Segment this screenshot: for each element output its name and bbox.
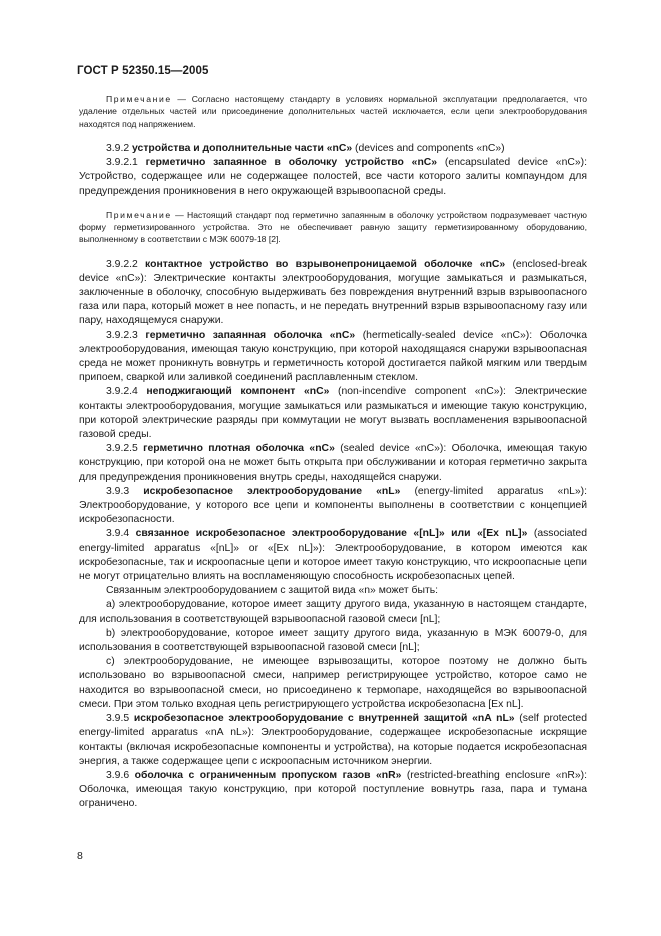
clause-text: (sealed device «nC»): Оболочка, имеющая такую конструкцию, при которой она не может быть открыта при обслуживании и которая герметично закрыта для предупреждения проникновения внутрь среды, находящейся снаружи. [79,443,587,483]
clause-text: (self protected energy-limited apparatus «nA nL»): Электрооборудование, содержащее искробезопасные искрящие контакты (включая искробезопасные компоненты и устройства), на которые подается искробезопасная энергия, а также содержащее цепи с искроопасным источником энергии. [79,713,587,767]
clause-number: 3.9.2 [106,142,130,154]
clause-term: неподжигающий компонент «nC» [146,386,330,398]
clause-term: герметично плотная оболочка «nC» [143,443,335,455]
clause-term: искробезопасное электрооборудование «nL» [143,485,401,497]
clause-3-9-2-4 [79,385,587,442]
clause-text: (restricted-breathing enclosure «nR»): Оболочка, имеющая такую конструкцию, при которой поступление вовнутрь газа, пара и тумана ограничено. [79,769,587,810]
clause-3-9-4 [79,527,587,584]
note-paragraph [79,209,587,246]
standard-header: ГОСТ Р 52350.15—2005 [77,65,209,77]
clause-term: герметично запаянная оболочка «nC» [145,329,356,341]
note-text: — Настоящий стандарт под герметично запаянным в оболочку устройством подразумевает частную форму герметизированного устройства. Это не обеспечивает равную защиту герметизированному оборудованию, выполненному в соответствии с МЭК 60079-18 [2]. [79,209,587,245]
note-label: Примечание [106,94,172,104]
clause-number: 3.9.2.5 [106,443,138,455]
clause-text: (non-incendive component «nC»): Электрические контакты электрооборудования, могущие замыкаться или размыкаться и имеющие такую конструкцию, при которой электрические разряды при коммутации не могут вызвать воспламенения взрывоопасной газовой среды. [79,386,587,441]
clause-number: 3.9.3 [106,485,130,497]
clause-number: 3.9.2.2 [106,258,138,270]
clause-text: (energy-limited apparatus «nL»): Электрооборудование, у которого все цепи и компоненты выполнены в соответствии с концепцией искробезопасности. [79,485,588,526]
clause-3-9-2-2 [79,258,587,329]
page-number: 8 [77,850,83,862]
clause-term: связанное искробезопасное электрооборудование «[nL]» или «[Ex nL]» [135,528,528,540]
clause-term: контактное устройство во взрывонепроницаемой оболочке «nC» [145,258,506,270]
clause-term: герметично запаянное в оболочку устройство «nC» [145,157,438,169]
clause-text: (enclosed-break device «nC»): Электрические контакты электрооборудования, могущие замыкаться и размыкаться, заключенные в оболочку, способную выдерживать без повреждения внутренний взрыв взрывоопасного газа или пара, который может в нее попасть, и не передать внутренний взрыв взрывоопасному газу или пару, находящемуся снаружи. [79,258,587,327]
note-paragraph [79,93,587,130]
clause-text: (hermetically-sealed device «nC»): Оболочка электрооборудования, имеющая такую конструкцию, при которой находящаяся снаружи взрывоопасная среда не может проникнуть вовнутрь и герметичность которой достигается пайкой мягким или твердым припоем, сваркой или заливкой соединений расплавленным стеклом. [79,329,587,384]
clause-number: 3.9.4 [106,528,130,540]
clause-term: оболочка с ограниченным пропуском газов «nR» [134,769,402,781]
clause-3-9-6 [79,769,587,812]
clause-3-9-2-5 [79,442,587,485]
clause-text: (devices and components «nC») [352,142,505,154]
clause-3-9-2 [79,142,587,156]
clause-text: (encapsulated device «nC»): Устройство, содержащее или не содержащее полостей, все части которого залиты компаундом для предупреждения проникновения в него окружающей взрывоопасной среды. [79,157,587,197]
clause-number: 3.9.2.4 [106,386,138,398]
clause-term: искробезопасное электрооборудование с внутренней защитой «nA nL» [133,713,515,725]
clause-3-9-2-3 [79,329,587,386]
clause-3-9-5 [79,712,587,769]
list-item-a: a) электрооборудование, которое имеет защиту другого вида, указанную в настоящем стандарте, для использования в соответствующей взрывоопасной газовой смеси [nL]; [79,599,587,625]
clause-number: 3.9.2.1 [106,157,138,169]
clause-number: 3.9.6 [106,769,130,781]
clause-term: устройства и дополнительные части «nC» [132,142,353,154]
note-label: Примечание [106,209,172,220]
note-text: — Согласно настоящему стандарту в условиях нормальной эксплуатации предполагается, что удаление отдельных частей или присоединение дополнительных частей исключается, если цепи электрооборудования находятся под напряжением. [79,94,587,129]
body-paragraph: Связанным электрооборудованием с защитой вида «n» может быть: [106,585,439,597]
document-body [79,93,587,812]
list-item-c: c) электрооборудование, не имеющее взрывозащиты, которое поэтому не должно быть использовано во взрывоопасной смеси, например регистрирующее устройство, которое само не находится во взрывоопасной смеси, но присоединено к термопаре, находящейся во взрывоопасной смеси. При этом только входная цепь регистрирующего устройства искробезопасна [Ex nL]. [79,656,587,710]
clause-number: 3.9.2.3 [106,329,138,341]
clause-3-9-2-1 [79,156,587,199]
clause-text: (associated energy-limited apparatus «[nL]» or «[Ex nL]»): Электрооборудование, в котором имеются как искробезопасные, так и искроопасные цепи и которое имеет такую конструкцию, что искроопасные цепи не могут отрицательно влиять на воспламеняющую способность искробезопасных цепей. [79,528,587,583]
clause-3-9-3 [79,485,587,528]
list-item-b: b) электрооборудование, которое имеет защиту другого вида, указанную в МЭК 60079-0, для использования в соответствующей взрывоопасной газовой смеси [nL]; [79,627,587,654]
clause-number: 3.9.5 [106,713,130,725]
